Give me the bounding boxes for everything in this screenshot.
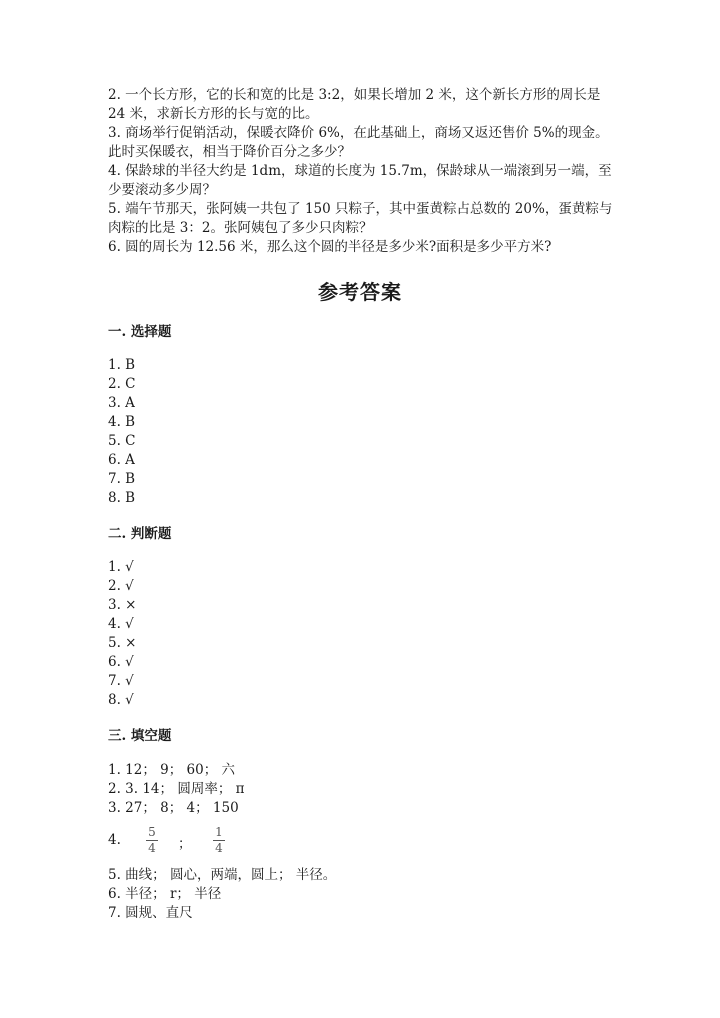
fill-answer: 5. 曲线； 圆心，两端，圆上； 半径。 bbox=[108, 867, 337, 883]
judge-answer: 1. √ bbox=[108, 559, 134, 575]
choice-answer: 2. C bbox=[108, 376, 136, 392]
judge-answer: 8. √ bbox=[108, 692, 134, 708]
judge-answer: 3. × bbox=[108, 597, 137, 613]
fill-answer: 6. 半径； r； 半径 bbox=[108, 886, 222, 902]
problem-5: 5. 端午节那天，张阿姨一共包了 150 只粽子，其中蛋黄粽占总数的 20%，蛋黄粽与肉粽的比是 3：2。张阿姨包了多少只肉粽？ bbox=[108, 201, 613, 236]
choice-answer: 4. B bbox=[108, 414, 136, 430]
fraction-numerator: 1 bbox=[215, 825, 223, 839]
fill-answer: 2. 3. 14； 圆周率； π bbox=[108, 781, 245, 797]
fill-answer: 7. 圆规、直尺 bbox=[108, 905, 193, 921]
answer-title: 参考答案 bbox=[318, 280, 402, 304]
judge-answer: 2. √ bbox=[108, 578, 134, 594]
judge-answer: 7. √ bbox=[108, 673, 134, 689]
fill-answers-tail bbox=[108, 866, 336, 923]
problem-3: 3. 商场举行促销活动，保暖衣降价 6%，在此基础上，商场又返还售价 5%的现金。此时买保暖衣，相当于降价百分之多少？ bbox=[108, 125, 609, 160]
section-title-fill: 三. 填空题 bbox=[108, 728, 172, 744]
section-title-choice: 一. 选择题 bbox=[108, 324, 172, 340]
fraction-one-fourth bbox=[213, 826, 225, 855]
fill-answers bbox=[108, 761, 244, 818]
fraction-answer-label: 4. bbox=[108, 832, 121, 848]
choice-answer: 5. C bbox=[108, 433, 136, 449]
fraction-numerator: 5 bbox=[148, 825, 156, 839]
judge-answers bbox=[108, 558, 136, 710]
section-title-judge: 二. 判断题 bbox=[108, 526, 172, 542]
choice-answer: 3. A bbox=[108, 395, 135, 411]
fill-answer: 3. 27； 8； 4； 150 bbox=[108, 800, 239, 816]
problem-2: 2. 一个长方形，它的长和宽的比是 3:2，如果长增加 2 米，这个新长方形的周长是 24 米，求新长方形的长与宽的比。 bbox=[108, 87, 601, 122]
choice-answer: 7. B bbox=[108, 471, 136, 487]
judge-answer: 6. √ bbox=[108, 654, 134, 670]
fraction-denominator: 4 bbox=[148, 841, 156, 855]
choice-answer: 1. B bbox=[108, 357, 136, 373]
choice-answer: 6. A bbox=[108, 452, 135, 468]
judge-answer: 5. × bbox=[108, 635, 137, 651]
problem-list bbox=[108, 86, 618, 257]
fraction-separator: ； bbox=[178, 836, 192, 852]
judge-answer: 4. √ bbox=[108, 616, 134, 632]
problem-6: 6. 圆的周长为 12.56 米，那么这个圆的半径是多少米?面积是多少平方米? bbox=[108, 239, 552, 255]
fill-answer: 1. 12； 9； 60； 六 bbox=[108, 762, 235, 778]
fraction-five-fourths bbox=[146, 826, 158, 855]
choice-answers bbox=[108, 356, 136, 508]
choice-answer: 8. B bbox=[108, 490, 136, 506]
fraction-denominator: 4 bbox=[215, 841, 223, 855]
problem-4: 4. 保龄球的半径大约是 1dm，球道的长度为 15.7m，保龄球从一端滚到另一端，至少要滚动多少周？ bbox=[108, 163, 612, 198]
